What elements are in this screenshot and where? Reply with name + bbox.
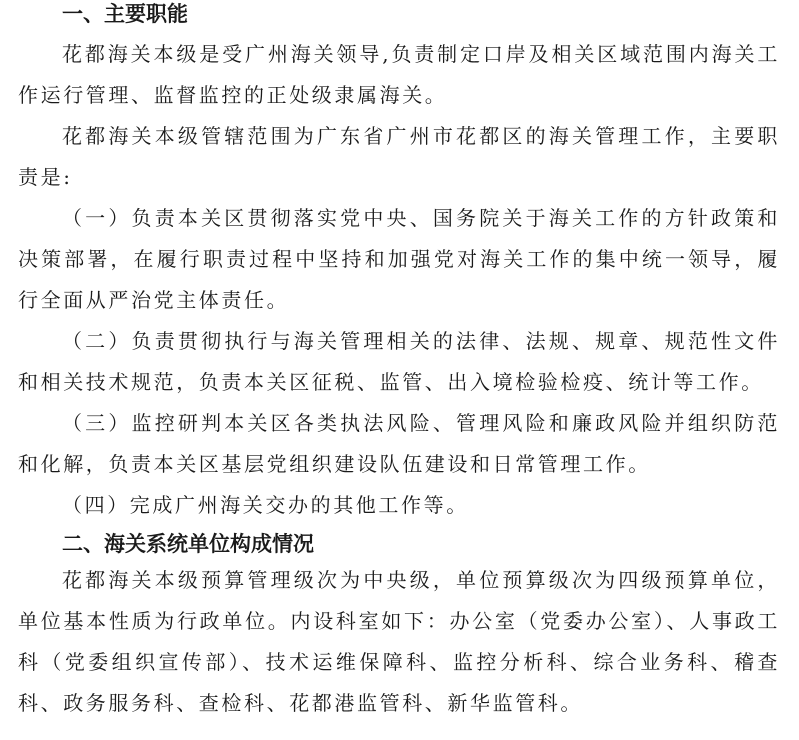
- paragraph-duty-3: （三）监控研判本关区各类执法风险、管理风险和廉政风险并组织防范和化解，负责本关区基层党组织建设队伍建设和日常管理工作。: [18, 411, 780, 476]
- paragraph-duty-1: （一）负责本关区贯彻落实党中央、国务院关于海关工作的方针政策和决策部署，在履行职责过程中坚持和加强党对海关工作的集中统一领导，履行全面从严治党主体责任。: [18, 206, 780, 312]
- paragraph-unit-composition: 花都海关本级预算管理级次为中央级，单位预算级次为四级预算单位，单位基本性质为行政单位。内设科室如下：办公室（党委办公室）、人事政工科（党委组织宣传部）、技术运维保障科、监控分析科、综合业务科、稽查科、政务服务科、查检科、花都港监管科、新华监管科。: [18, 568, 780, 715]
- paragraph-overview: 花都海关本级是受广州海关领导,负责制定口岸及相关区域范围内海关工作运行管理、监督监控的正处级隶属海关。: [18, 42, 780, 107]
- section-heading-unit-composition: 二、海关系统单位构成情况: [62, 532, 314, 556]
- paragraph-duty-4: （四）完成广州海关交办的其他工作等。: [62, 493, 469, 517]
- section-heading-main-functions: 一、主要职能: [62, 2, 188, 26]
- document-page: [18, 0, 780, 724]
- paragraph-duty-2: （二）负责贯彻执行与海关管理相关的法律、法规、规章、规范性文件和相关技术规范，负责本关区征税、监管、出入境检验检疫、统计等工作。: [18, 329, 780, 394]
- paragraph-jurisdiction: 花都海关本级管辖范围为广东省广州市花都区的海关管理工作，主要职责是:: [18, 124, 780, 189]
